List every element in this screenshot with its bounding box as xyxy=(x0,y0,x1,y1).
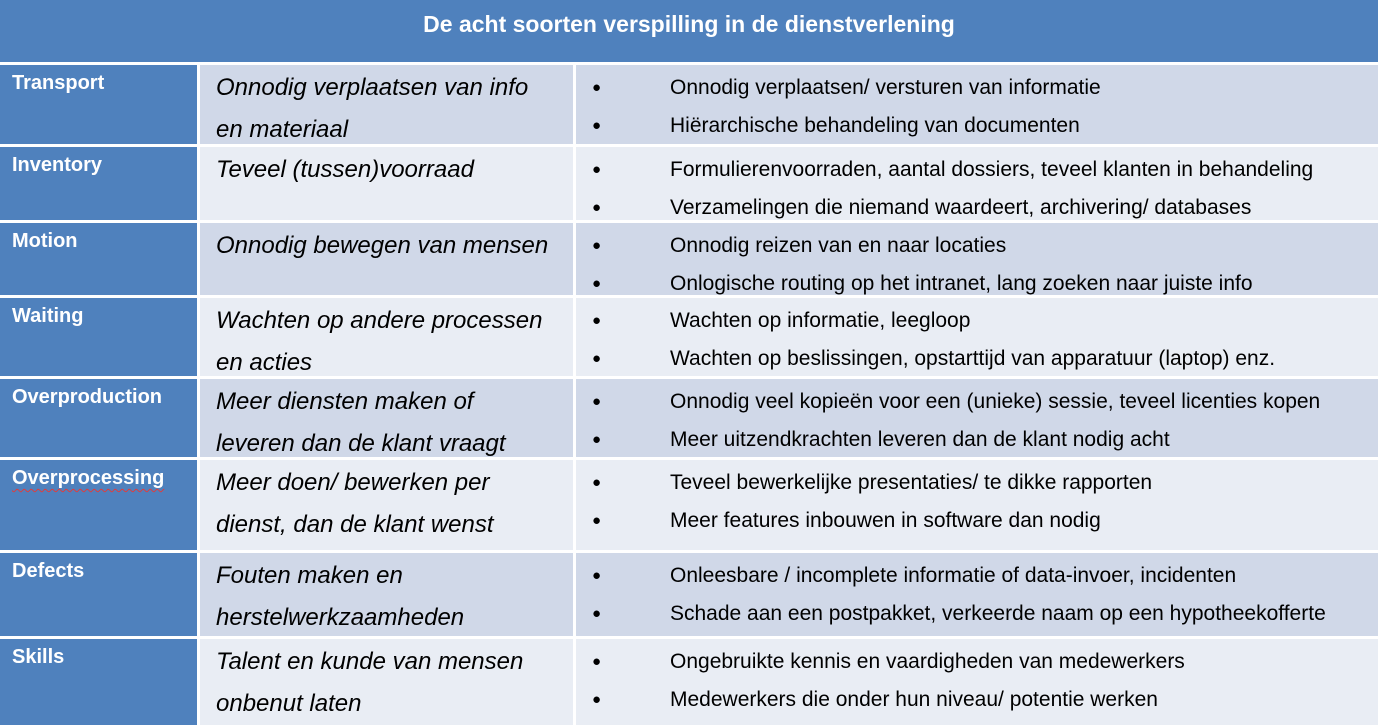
example-item xyxy=(576,188,1378,220)
category-label: Inventory xyxy=(12,154,103,176)
examples-cell xyxy=(576,65,1378,144)
examples-cell xyxy=(576,379,1378,457)
example-item xyxy=(576,463,1378,501)
bullet-icon: ● xyxy=(592,566,602,584)
bullet-icon: ● xyxy=(592,652,602,670)
example-text: Onnodig verplaatsen/ versturen van informatie xyxy=(670,75,1101,99)
category-cell xyxy=(0,223,200,295)
description-line: Teveel (tussen)voorraad xyxy=(216,156,474,183)
example-text: Onlogische routing op het intranet, lang zoeken naar juiste info xyxy=(670,271,1253,295)
bullet-icon: ● xyxy=(592,236,602,254)
description-line: Fouten maken en xyxy=(216,562,403,589)
category-label: Waiting xyxy=(12,305,84,327)
description-line: en materiaal xyxy=(216,116,349,143)
example-text: Onnodig reizen van en naar locaties xyxy=(670,233,1007,257)
examples-cell xyxy=(576,147,1378,220)
bullet-icon: ● xyxy=(592,198,602,216)
bullet-icon: ● xyxy=(592,311,602,329)
bullet-icon: ● xyxy=(592,473,602,491)
example-text: Ongebruikte kennis en vaardigheden van medewerkers xyxy=(670,649,1185,673)
bullet-icon: ● xyxy=(592,349,602,367)
bullet-icon: ● xyxy=(592,690,602,708)
example-item xyxy=(576,382,1378,420)
example-text: Teveel bewerkelijke presentaties/ te dikke rapporten xyxy=(670,470,1153,494)
table-title xyxy=(0,0,1378,62)
description-cell xyxy=(200,639,576,725)
bullet-icon: ● xyxy=(592,392,602,410)
description-cell xyxy=(200,553,576,636)
category-label: Skills xyxy=(12,646,65,668)
description-line: Onnodig bewegen van mensen xyxy=(216,232,549,259)
example-text: Onleesbare / incomplete informatie of data-invoer, incidenten xyxy=(670,563,1237,587)
category-label: Overproduction xyxy=(12,386,163,408)
example-item xyxy=(576,301,1378,339)
description-line: leveren dan de klant vraagt xyxy=(216,430,506,457)
description-line: Meer diensten maken of xyxy=(216,388,474,415)
example-item xyxy=(576,420,1378,457)
example-text: Onnodig veel kopieën voor een (unieke) sessie, teveel licenties kopen xyxy=(670,389,1321,413)
example-item xyxy=(576,106,1378,144)
category-label: Transport xyxy=(12,72,105,94)
description-line: dienst, dan de klant wenst xyxy=(216,511,494,538)
description-line: onbenut laten xyxy=(216,690,362,717)
category-cell xyxy=(0,639,200,725)
example-item xyxy=(576,594,1378,632)
example-item xyxy=(576,226,1378,264)
description-cell xyxy=(200,147,576,220)
description-line: herstelwerkzaamheden xyxy=(216,604,465,631)
category-cell xyxy=(0,379,200,457)
example-text: Hiërarchische behandeling van documenten xyxy=(670,113,1080,137)
description-line: Onnodig verplaatsen van info xyxy=(216,74,529,101)
bullet-icon: ● xyxy=(592,604,602,622)
table-title-text: De acht soorten verspilling in de dienstverlening xyxy=(423,10,955,37)
example-text: Meer uitzendkrachten leveren dan de klant nodig acht xyxy=(670,427,1170,451)
examples-cell xyxy=(576,298,1378,376)
examples-cell xyxy=(576,553,1378,636)
example-item xyxy=(576,556,1378,594)
description-cell xyxy=(200,223,576,295)
category-label: Defects xyxy=(12,560,85,582)
category-cell xyxy=(0,65,200,144)
description-line: Wachten op andere processen xyxy=(216,307,543,334)
example-item xyxy=(576,642,1378,680)
example-text: Medewerkers die onder hun niveau/ potentie werken xyxy=(670,687,1158,711)
description-line: Talent en kunde van mensen xyxy=(216,648,524,675)
bullet-icon: ● xyxy=(592,430,602,448)
example-text: Verzamelingen die niemand waardeert, archivering/ databases xyxy=(670,195,1252,219)
description-line: Meer doen/ bewerken per xyxy=(216,469,490,496)
examples-cell xyxy=(576,223,1378,295)
bullet-icon: ● xyxy=(592,274,602,292)
category-cell xyxy=(0,553,200,636)
example-item xyxy=(576,501,1378,539)
example-item xyxy=(576,264,1378,295)
category-cell xyxy=(0,460,200,550)
bullet-icon: ● xyxy=(592,511,602,529)
example-item xyxy=(576,150,1378,188)
category-label: Motion xyxy=(12,230,78,252)
example-text: Meer features inbouwen in software dan nodig xyxy=(670,508,1101,532)
example-item xyxy=(576,68,1378,106)
example-item xyxy=(576,680,1378,718)
examples-cell xyxy=(576,639,1378,725)
description-line: en acties xyxy=(216,349,313,376)
description-cell xyxy=(200,298,576,376)
description-cell xyxy=(200,379,576,457)
description-cell xyxy=(200,460,576,550)
category-cell xyxy=(0,147,200,220)
waste-table xyxy=(0,65,1378,725)
examples-cell xyxy=(576,460,1378,550)
bullet-icon: ● xyxy=(592,160,602,178)
example-item xyxy=(576,339,1378,376)
example-text: Formulierenvoorraden, aantal dossiers, teveel klanten in behandeling xyxy=(670,157,1314,181)
example-text: Wachten op beslissingen, opstarttijd van apparatuur (laptop) enz. xyxy=(670,346,1276,370)
example-text: Schade aan een postpakket, verkeerde naam op een hypotheekofferte xyxy=(670,601,1326,625)
category-label: Overprocessing xyxy=(12,467,165,489)
bullet-icon: ● xyxy=(592,116,602,134)
category-cell xyxy=(0,298,200,376)
bullet-icon: ● xyxy=(592,78,602,96)
example-text: Wachten op informatie, leegloop xyxy=(670,308,971,332)
description-cell xyxy=(200,65,576,144)
